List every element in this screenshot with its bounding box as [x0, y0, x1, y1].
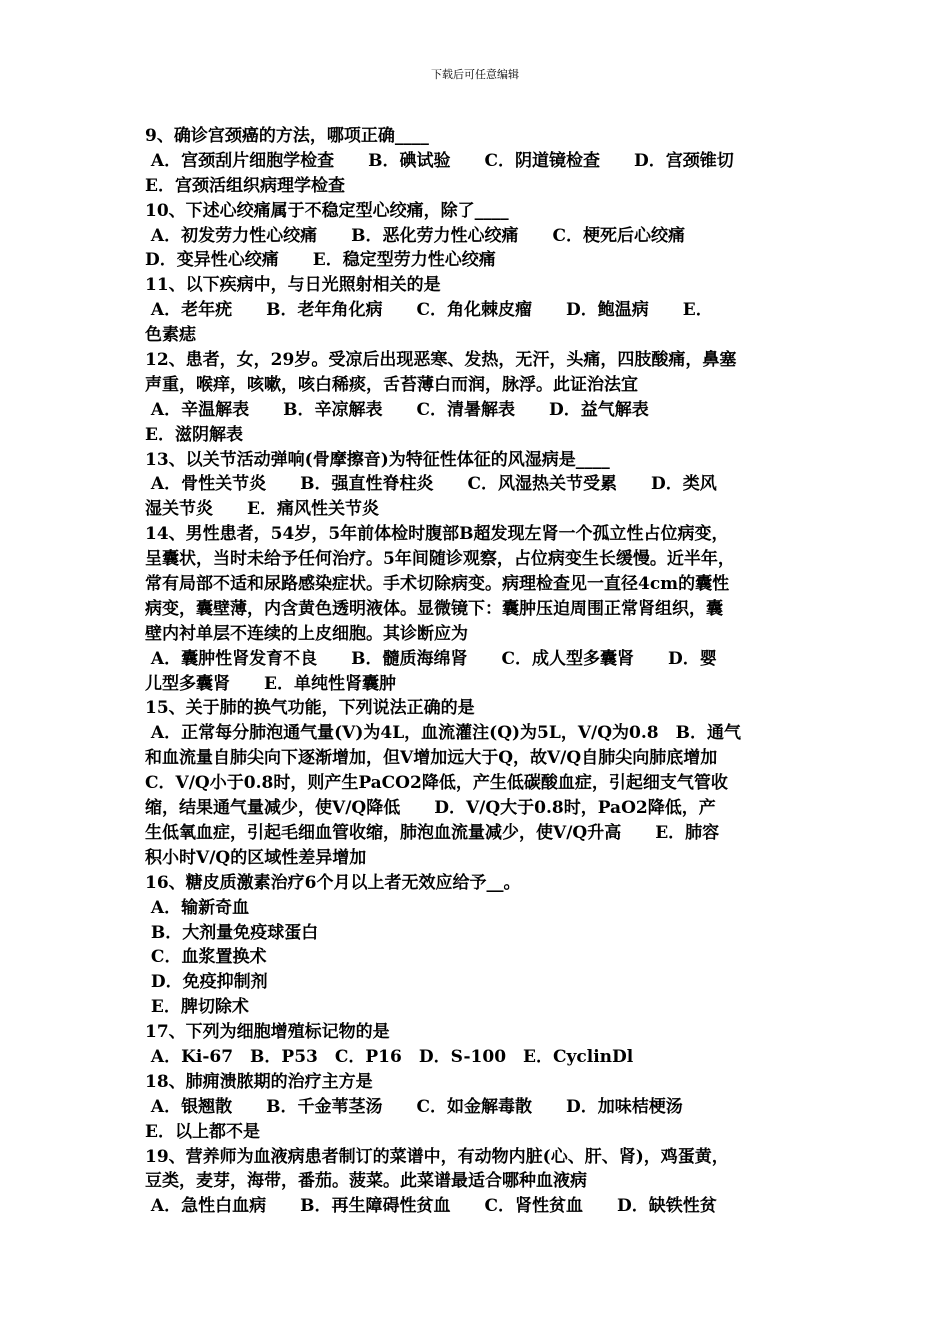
question-9-stem: 9、确诊宫颈癌的方法，哪项正确____: [145, 126, 429, 146]
question-12-stem-cont: 声重，喉痒，咳嗽，咳白稀痰，舌苔薄白而润，脉浮。此证治法宜: [145, 374, 638, 395]
question-15-options-cont: 生低氧血症，引起毛细血管收缩，肺泡血流量减少，使V/Q升高 E．肺容: [145, 822, 720, 843]
question-13-stem: 13、以关节活动弹响(骨摩擦音)为特征性体征的风湿病是____: [145, 449, 610, 470]
question-11-options-cont: 色素痣: [145, 325, 196, 346]
question-11-stem: 11、以下疾病中，与日光照射相关的是: [145, 275, 441, 296]
question-18-stem: 18、肺痈溃脓期的治疗主方是: [145, 1071, 373, 1092]
question-19-stem-cont: 豆类，麦芽，海带，番茄。菠菜。此菜谱最适合哪种血液病: [145, 1171, 587, 1192]
question-14-stem-cont: 常有局部不适和尿路感染症状。手术切除病变。病理检查见一直径4cm的囊性: [145, 574, 730, 595]
question-10-stem: 10、下述心绞痛属于不稳定型心绞痛，除了____: [145, 200, 509, 221]
question-12-options-cont: E．滋阴解表: [145, 424, 243, 445]
question-18-options-cont: E．以上都不是: [145, 1121, 260, 1142]
question-15-stem: 15、关于肺的换气功能，下列说法正确的是: [145, 698, 475, 719]
question-13-options: A．骨性关节炎 B．强直性脊柱炎 C．风湿热关节受累 D．类风: [145, 474, 717, 495]
question-10-options: A．初发劳力性心绞痛 B．恶化劳力性心绞痛 C．梗死后心绞痛: [145, 225, 686, 246]
question-16-option-c: C．血浆置换术: [145, 947, 267, 968]
question-18-options: A．银翘散 B．千金苇茎汤 C．如金解毒散 D．加味桔梗汤: [145, 1096, 683, 1117]
question-10-options-cont: D．变异性心绞痛 E．稳定型劳力性心绞痛: [145, 250, 496, 271]
question-12-options: A．辛温解表 B．辛凉解表 C．清暑解表 D．益气解表: [145, 399, 649, 420]
question-17-stem: 17、下列为细胞增殖标记物的是: [145, 1022, 390, 1043]
page-header: 下载后可任意编辑: [431, 68, 519, 81]
question-15-options: A．正常每分肺泡通气量(V)为4L，血流灌注(Q)为5L，V/Q为0.8 B．通气: [145, 723, 741, 744]
question-9-options-cont: E．宫颈活组织病理学检查: [145, 175, 345, 196]
question-14-stem-cont: 壁内衬单层不连续的上皮细胞。其诊断应为: [145, 623, 468, 644]
question-15-options-cont: 缩，结果通气量减少，使V/Q降低 D．V/Q大于0.8时，PaO2降低，产: [145, 798, 716, 819]
question-16-option-a: A．输新奇血: [145, 897, 250, 918]
question-14-stem: 14、男性患者，54岁，5年前体检时腹部B超发现左肾一个孤立性占位病变，: [145, 524, 729, 545]
question-12-stem: 12、患者，女，29岁。受凉后出现恶寒、发热，无汗，头痛，四肢酸痛，鼻塞: [145, 350, 737, 371]
question-17-options: A．Ki-67 B．P53 C．P16 D．S-100 E．CyclinDl: [145, 1046, 634, 1067]
question-16-stem: 16、糖皮质激素治疗6个月以上者无效应给予__。: [145, 872, 521, 893]
question-15-options-cont: C．V/Q小于0.8时，则产生PaCO2降低，产生低碳酸血症，引起细支气管收: [145, 773, 728, 794]
question-16-option-b: B．大剂量免疫球蛋白: [145, 922, 319, 943]
question-15-options-cont: 积小时V/Q的区域性差异增加: [145, 847, 367, 868]
question-14-options: A．囊肿性肾发育不良 B．髓质海绵肾 C．成人型多囊肾 D．婴: [145, 648, 717, 669]
question-14-stem-cont: 病变，囊壁薄，内含黄色透明液体。显微镜下：囊肿压迫周围正常肾组织，囊: [145, 598, 723, 619]
question-19-stem: 19、营养师为血液病患者制订的菜谱中，有动物内脏(心、肝、肾)，鸡蛋黄，: [145, 1146, 729, 1167]
question-11-options: A．老年疣 B．老年角化病 C．角化棘皮瘤 D．鲍温病 E．: [145, 300, 713, 321]
question-9-options: A．宫颈刮片细胞学检查 B．碘试验 C．阴道镜检查 D．宫颈锥切: [145, 150, 734, 171]
question-15-options-cont: 和血流量自肺尖向下逐渐增加，但V增加远大于Q，故V/Q自肺尖向肺底增加: [145, 748, 718, 769]
question-list: [145, 124, 813, 1219]
question-13-options-cont: 湿关节炎 E．痛风性关节炎: [145, 499, 379, 520]
question-14-stem-cont: 呈囊状，当时未给予任何治疗。5年间随诊观察，占位病变生长缓慢。近半年，: [145, 549, 735, 570]
question-19-options: A．急性白血病 B．再生障碍性贫血 C．肾性贫血 D．缺铁性贫: [145, 1196, 717, 1217]
question-16-option-e: E．脾切除术: [145, 997, 249, 1018]
question-16-option-d: D．免疫抑制剂: [145, 972, 268, 993]
question-14-options-cont: 儿型多囊肾 E．单纯性肾囊肿: [145, 673, 396, 694]
